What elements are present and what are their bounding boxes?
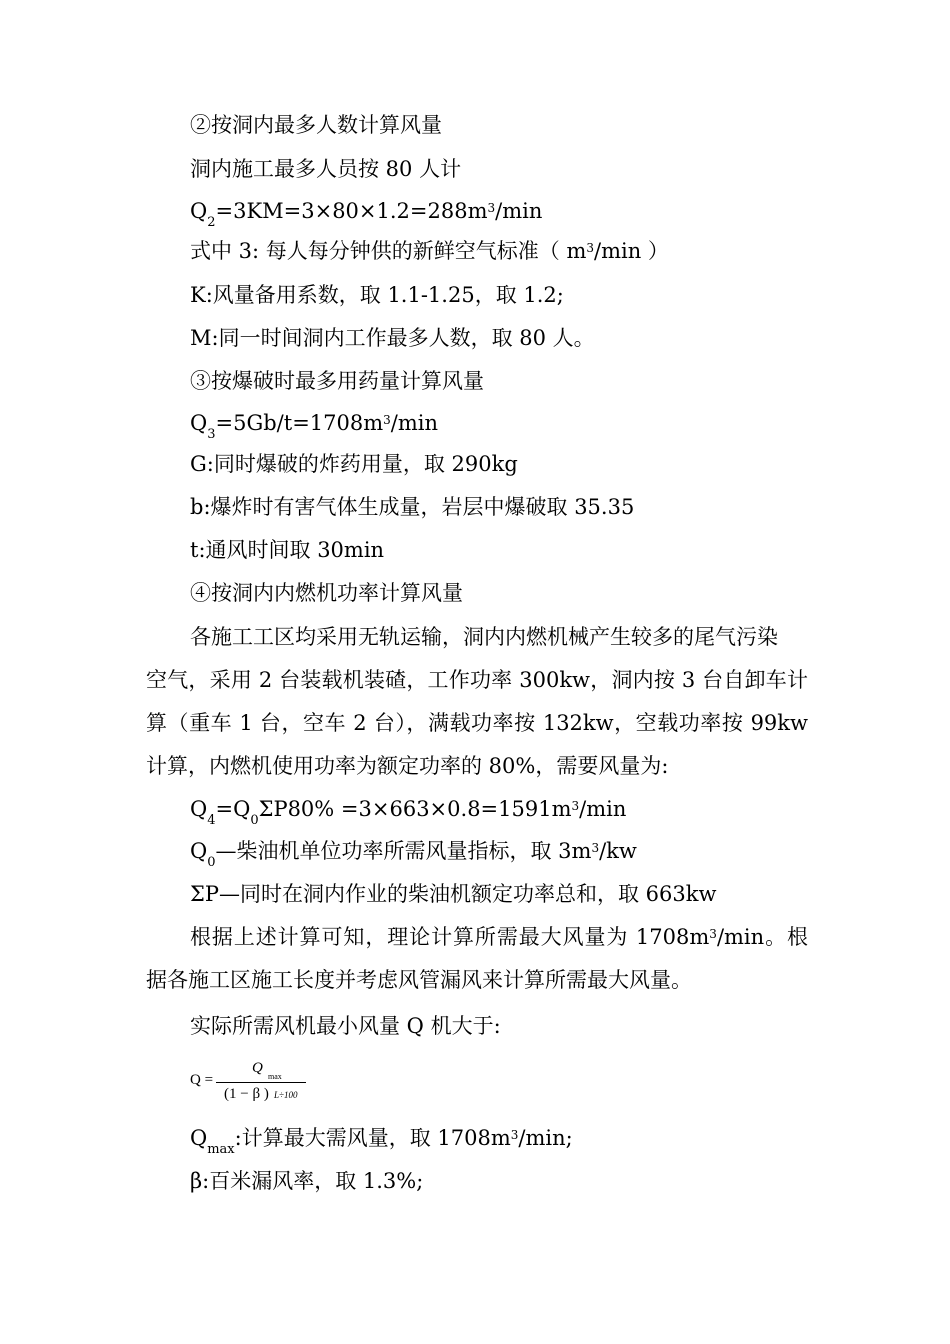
formula-denominator-sub: L÷100 — [274, 1090, 298, 1100]
fraction-bar — [216, 1082, 306, 1083]
text-line: b:爆炸时有害气体生成量，岩层中爆破取 35.35 — [190, 495, 635, 519]
heading-method-4: ④按洞内内燃机功率计算风量 — [190, 581, 463, 605]
paragraph-line: 根据上述计算可知，理论计算所需最大风量为 $1708m^3/\min$。根 — [190, 925, 809, 949]
heading-method-3: ③按爆破时最多用药量计算风量 — [190, 369, 484, 393]
fan-airflow-formula — [190, 1060, 330, 1108]
equation-q2: $Q_2=3KM=3\times 80\times 1.2=288m^3/\min$ — [190, 199, 543, 230]
equation-q3: $Q_3=5Gb/t=1708m^3/\min$ — [190, 411, 439, 442]
paragraph-line: 各施工工区均采用无轨运输，洞内内燃机械产生较多的尾气污染 — [190, 625, 778, 649]
text-line: M:同一时间洞内工作最多人数，取 80 人。 — [190, 326, 595, 350]
formula-lhs: Q = — [190, 1072, 214, 1088]
text-line: ΣP—同时在洞内作业的柴油机额定功率总和，取 663kw — [190, 882, 717, 906]
formula-numerator: Q — [252, 1060, 263, 1076]
paragraph-line: 据各施工区施工长度并考虑风管漏风来计算所需最大风量。 — [146, 968, 692, 992]
text-line: $Q_0—$柴油机单位功率所需风量指标，取 $3m^3/kw$ — [190, 839, 637, 870]
text-line: β:百米漏风率，取 1.3%; — [190, 1169, 424, 1193]
text-line: 式中 3: 每人每分钟供的新鲜空气标准（ $m^3/\min$ ） — [190, 239, 669, 263]
text-line: $Q_{max}$:计算最大需风量，取 $1708m^3/\min$; — [190, 1126, 573, 1157]
paragraph-line: 算（重车 1 台，空车 2 台），满载功率按 132kw，空载功率按 99kw — [146, 711, 808, 735]
paragraph-line: 计算，内燃机使用功率为额定功率的 80%，需要风量为: — [146, 754, 669, 778]
text-line: 实际所需风机最小风量 Q 机大于: — [190, 1014, 501, 1038]
formula-denominator: (1 − β ) — [224, 1086, 269, 1102]
equation-q4: $Q_4=Q_0\Sigma P80\% =3\times 663\times 0.8=1591m^3/\min$ — [190, 797, 627, 828]
text-line: 洞内施工最多人员按 80 人计 — [190, 157, 462, 181]
text-line: t:通风时间取 30min — [190, 538, 385, 562]
text-line: K:风量备用系数，取 1.1-1.25，取 1.2; — [190, 283, 564, 307]
paragraph-line: 空气，采用 2 台装载机装碴，工作功率 300kw，洞内按 3 台自卸车计 — [146, 668, 808, 692]
text-line: G:同时爆破的炸药用量，取 290kg — [190, 452, 518, 476]
heading-method-2: ②按洞内最多人数计算风量 — [190, 113, 442, 137]
formula-numerator-sub: max — [268, 1072, 282, 1081]
